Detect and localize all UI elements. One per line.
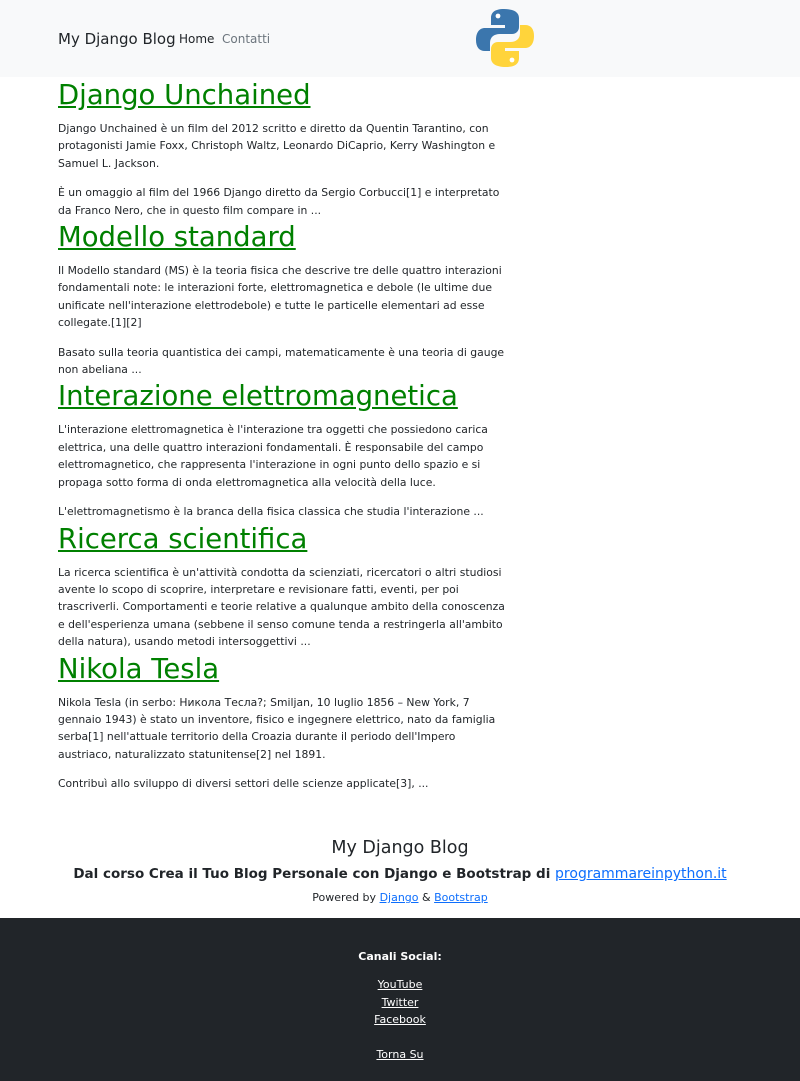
social-item-facebook (0, 1013, 800, 1026)
back-to-top-link[interactable]: Torna Su (376, 1048, 424, 1061)
post-excerpt (58, 262, 510, 378)
post-title-link[interactable]: Ricerca scientifica (58, 522, 308, 555)
post-excerpt (58, 120, 510, 219)
post-paragraph: Django Unchained è un film del 2012 scritto e diretto da Quentin Tarantino, con protagonisti Jamie Foxx, Christoph Waltz, Leonardo DiCaprio, Kerry Washington e Samuel L. Jackson. (58, 122, 496, 170)
footer-course-link[interactable]: programmareinpython.it (555, 866, 727, 882)
post-paragraph: Il Modello standard (MS) è la teoria fisica che descrive tre delle quattro interazioni fondamentali note: le interazioni forte, elettromagnetica e debole (le ultime due unificate nell'interazione elettrodebole) e tutte le particelle elementari ad esse collegate.[1][2] (58, 264, 502, 330)
powered-by (0, 891, 800, 904)
post-paragraph: È un omaggio al film del 1966 Django diretto da Sergio Corbucci[1] e interpretato da Franco Nero, che in questo film compare in ... (58, 186, 500, 217)
nav-link-home[interactable]: Home (179, 32, 215, 46)
post-item (58, 523, 510, 651)
powered-by-ampersand: & (422, 891, 431, 904)
nav-link-contatti[interactable]: Contatti (222, 32, 271, 46)
post-paragraph: Contribuì allo sviluppo di diversi settori delle scienze applicate[3], ... (58, 777, 429, 791)
footer-title: My Django Blog (331, 838, 469, 858)
post-paragraph: Nikola Tesla (in serbo: Никола Тесла?; Smiljan, 10 luglio 1856 – New York, 7 gennaio 1943) è stato un inventore, fisico e ingegnere elettrico, nato da famiglia serba[1] nell'attuale territorio della Croazia durante il periodo dell'Impero austriaco, naturalizzato statunitense[2] nel 1891. (58, 695, 496, 761)
bootstrap-link[interactable]: Bootstrap (434, 891, 488, 904)
social-footer (0, 918, 800, 1081)
youtube-link[interactable]: YouTube (377, 978, 423, 991)
post-title-link[interactable]: Modello standard (58, 221, 296, 254)
post-item (58, 380, 510, 520)
facebook-link[interactable]: Facebook (374, 1013, 426, 1026)
post-excerpt (58, 421, 510, 520)
post-title-link[interactable]: Django Unchained (58, 79, 311, 111)
post-item (58, 653, 510, 793)
post-paragraph: La ricerca scientifica è un'attività condotta da scienziati, ricercatori o altri studiosi avente lo scopo di scoprire, interpretare e revisionare fatti, eventi, per poi trascriverli. Comportamenti e teorie relative a qualunque ambito della conoscenza e dell'esperienza umana (sebbene il senso comune tenda a restringerla all'ambito della natura), usando metodi intersoggettivi ... (58, 565, 505, 649)
social-item-youtube (0, 978, 800, 991)
post-item (58, 221, 510, 378)
post-paragraph: L'interazione elettromagnetica è l'interazione tra oggetti che possiedono carica elettrica, una delle quattro interazioni fondamentali. È responsabile del campo elettromagnetico, che rappresenta l'interazione in ogni punto dello spazio e si propaga sotto forma di onda elettromagnetica alla velocità della luce. (58, 423, 488, 489)
social-title: Canali Social: (358, 950, 442, 963)
navbar (0, 0, 800, 77)
django-link[interactable]: Django (379, 891, 419, 904)
post-item (58, 79, 510, 219)
post-list (58, 77, 510, 793)
navbar-brand[interactable]: My Django Blog (58, 30, 176, 48)
twitter-link[interactable]: Twitter (381, 996, 419, 1009)
back-to-top (0, 1048, 800, 1061)
post-title-link[interactable]: Interazione elettromagnetica (58, 380, 458, 413)
post-paragraph: Basato sulla teoria quantistica dei campi, matematicamente è una teoria di gauge non abeliana ... (58, 345, 505, 377)
footer-subtitle-text: Dal corso Crea il Tuo Blog Personale con Django e Bootstrap di (73, 866, 551, 882)
python-logo-icon (474, 7, 536, 69)
post-paragraph: L'elettromagnetismo è la branca della fisica classica che studia l'interazione ... (58, 505, 484, 519)
social-item-twitter (0, 996, 800, 1009)
post-title-link[interactable]: Nikola Tesla (58, 652, 220, 685)
post-excerpt (58, 694, 510, 793)
footer-subtitle (0, 866, 800, 882)
post-excerpt (58, 564, 510, 651)
powered-by-label: Powered by (312, 891, 377, 904)
